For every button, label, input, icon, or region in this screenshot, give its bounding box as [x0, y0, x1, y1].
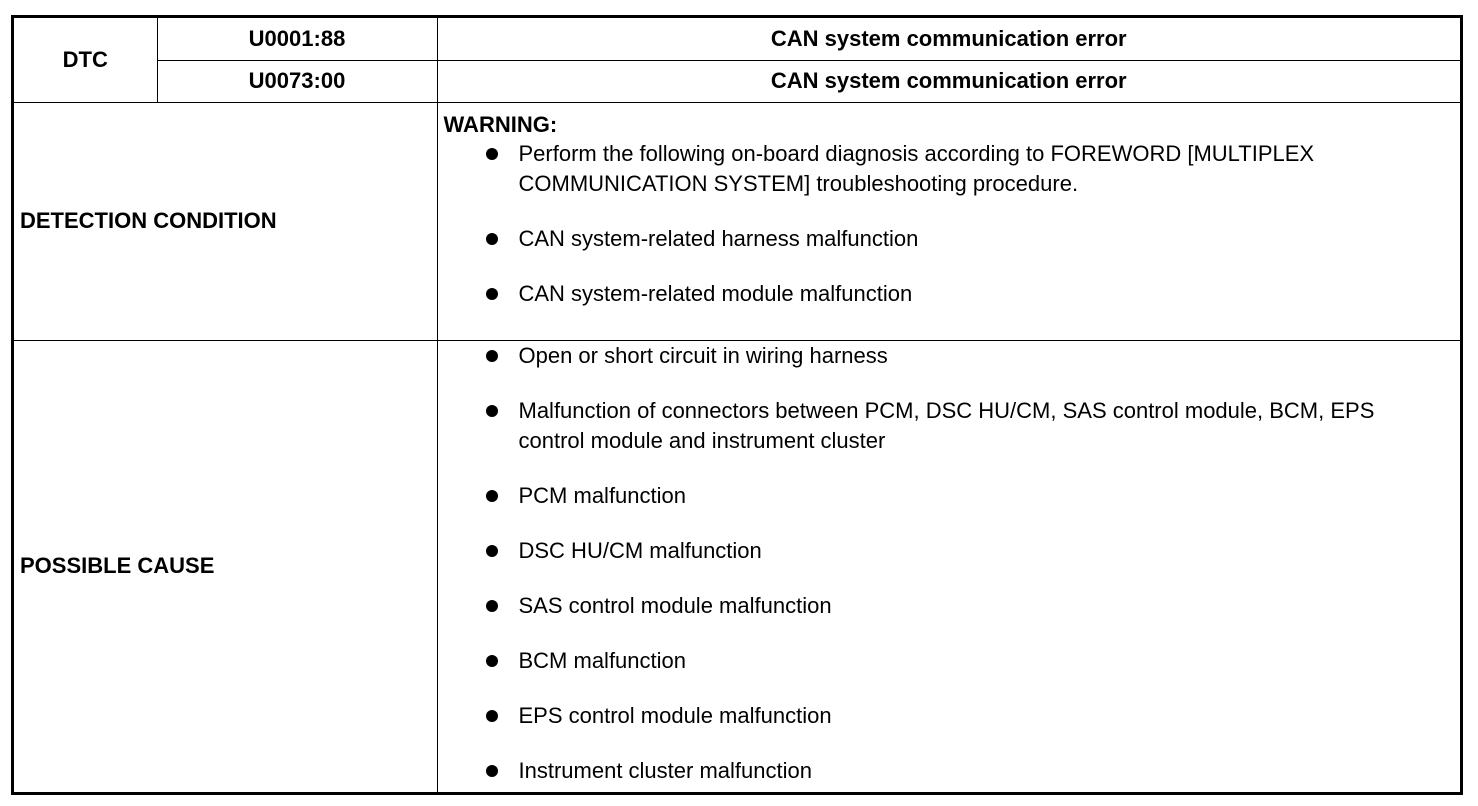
- possible-cause-label: POSSIBLE CAUSE: [14, 340, 437, 792]
- list-item-text: Instrument cluster malfunction: [518, 757, 812, 783]
- dtc-row-2: [14, 60, 1460, 102]
- list-item-text: EPS control module malfunction: [518, 702, 832, 728]
- bullet-icon: [486, 765, 498, 777]
- detection-condition-row: [14, 102, 1460, 340]
- list-item-text: SAS control module malfunction: [518, 592, 832, 618]
- list-item: [438, 591, 1461, 621]
- dtc-label: DTC: [14, 18, 157, 102]
- detection-condition-list: [438, 139, 1461, 309]
- list-item: [438, 224, 1461, 254]
- list-item-text: CAN system-related module malfunction: [518, 280, 913, 306]
- possible-cause-row: [14, 340, 1460, 792]
- list-item-text: BCM malfunction: [518, 647, 687, 673]
- list-item-text: CAN system-related harness malfunction: [518, 225, 919, 251]
- list-item: [438, 646, 1461, 676]
- dtc-table: [14, 18, 1460, 792]
- possible-cause-content: [437, 340, 1460, 792]
- dtc-code: U0073:00: [157, 60, 437, 102]
- bullet-icon: [486, 148, 498, 160]
- dtc-description: CAN system communication error: [437, 60, 1460, 102]
- list-item: [438, 481, 1461, 511]
- list-item-text: Malfunction of connectors between PCM, DSC HU/CM, SAS control module, BCM, EPS control module and instrument cluster: [518, 397, 1375, 453]
- detection-condition-label: DETECTION CONDITION: [14, 102, 437, 340]
- dtc-code: U0001:88: [157, 18, 437, 60]
- bullet-icon: [486, 490, 498, 502]
- list-item: [438, 341, 1461, 371]
- list-item: [438, 756, 1461, 786]
- dtc-description: CAN system communication error: [437, 18, 1460, 60]
- list-item: [438, 701, 1461, 731]
- list-item: [438, 279, 1461, 309]
- list-item-text: Open or short circuit in wiring harness: [518, 342, 888, 368]
- bullet-icon: [486, 600, 498, 612]
- bullet-icon: [486, 545, 498, 557]
- detection-condition-content: [437, 102, 1460, 340]
- dtc-table-container: [11, 15, 1463, 795]
- list-item-text: PCM malfunction: [518, 482, 687, 508]
- bullet-icon: [486, 655, 498, 667]
- bullet-icon: [486, 405, 498, 417]
- list-item-text: Perform the following on-board diagnosis according to FOREWORD [MULTIPLEX COMMUNICATION SYSTEM] troubleshooting procedure.: [518, 140, 1315, 196]
- bullet-icon: [486, 233, 498, 245]
- bullet-icon: [486, 288, 498, 300]
- list-item: [438, 396, 1461, 456]
- warning-title: WARNING:: [443, 111, 558, 137]
- dtc-row-1: [14, 18, 1460, 60]
- list-item: [438, 536, 1461, 566]
- possible-cause-list: [438, 341, 1461, 786]
- list-item: [438, 139, 1461, 199]
- list-item-text: DSC HU/CM malfunction: [518, 537, 762, 563]
- bullet-icon: [486, 350, 498, 362]
- bullet-icon: [486, 710, 498, 722]
